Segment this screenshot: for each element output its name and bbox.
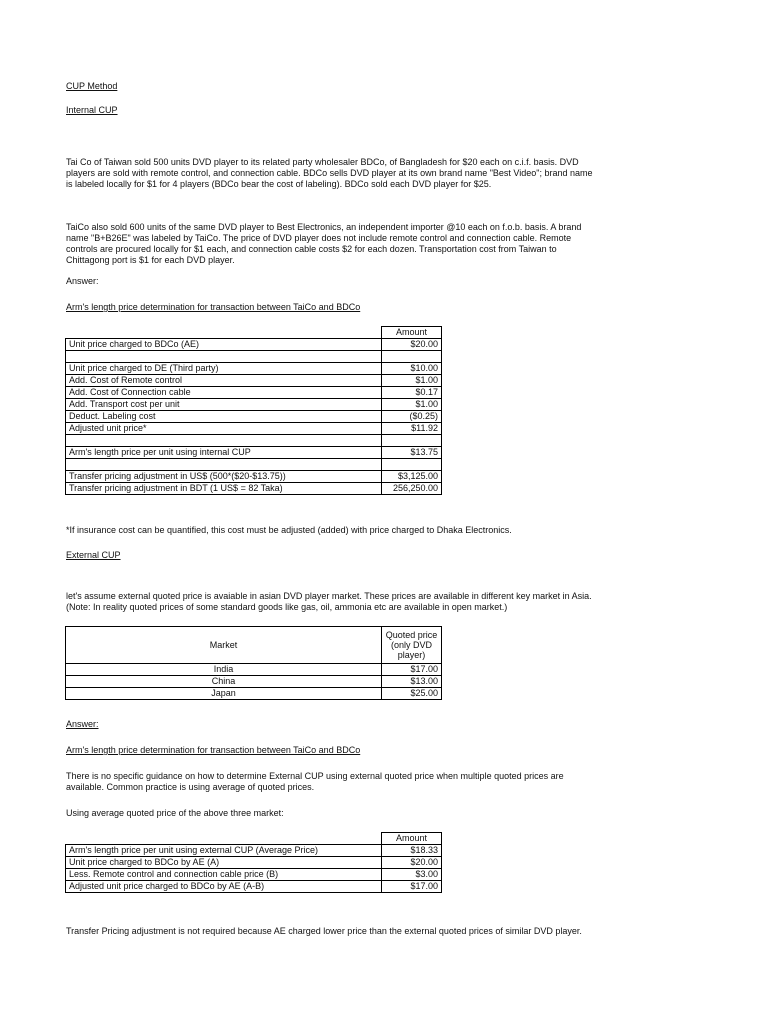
market-price-table — [65, 626, 442, 700]
table-row: Transfer pricing adjustment in BDT (1 US$ = 82 Taka) 256,250.00 — [66, 483, 442, 495]
table-row-blank — [66, 435, 442, 447]
column-header-amount: Amount — [382, 327, 442, 339]
section-title-internal: Arm's length price determination for transaction between TaiCo and BDCo — [66, 302, 361, 312]
table-row-blank — [66, 351, 442, 363]
table-row-blank — [66, 459, 442, 471]
column-header-amount: Amount — [382, 833, 442, 845]
table-row: Japan $25.00 — [66, 688, 442, 700]
table-row: Adjusted unit price* $11.92 — [66, 423, 442, 435]
table-row: Unit price charged to BDCo (AE) $20.00 — [66, 339, 442, 351]
paragraph-average-note: Using average quoted price of the above three market: — [66, 808, 284, 818]
paragraph-guidance: There is no specific guidance on how to determine External CUP using external quoted price when multiple quoted prices are available. Common practice is using average of quoted prices. — [66, 771, 564, 792]
table-row: Arm's length price per unit using internal CUP $13.75 — [66, 447, 442, 459]
conclusion: Transfer Pricing adjustment is not required because AE charged lower price than the external quoted prices of similar DVD player. — [66, 926, 582, 936]
external-cup-table — [65, 832, 442, 893]
heading-external-cup: External CUP — [66, 550, 121, 560]
table-row: Unit price charged to BDCo by AE (A) $20.00 — [66, 857, 442, 869]
table-header-row — [66, 627, 442, 664]
table-row: Deduct. Labeling cost ($0.25) — [66, 411, 442, 423]
table-row: Add. Transport cost per unit $1.00 — [66, 399, 442, 411]
section-title-external: Arm's length price determination for transaction between TaiCo and BDCo — [66, 745, 361, 755]
table-row: Add. Cost of Remote control $1.00 — [66, 375, 442, 387]
footnote: *If insurance cost can be quantified, this cost must be adjusted (added) with price charged to Dhaka Electronics. — [66, 525, 512, 535]
table-header-row — [66, 833, 442, 845]
column-header-quoted-price: Quoted price (only DVD player) — [382, 627, 442, 664]
table-row: China $13.00 — [66, 676, 442, 688]
table-row: Unit price charged to DE (Third party) $10.00 — [66, 363, 442, 375]
table-row: Add. Cost of Connection cable $0.17 — [66, 387, 442, 399]
answer-label: Answer: — [66, 276, 99, 286]
table-header-row — [66, 327, 442, 339]
table-row: Less. Remote control and connection cable price (B) $3.00 — [66, 869, 442, 881]
table-row: Arm's length price per unit using external CUP (Average Price) $18.33 — [66, 845, 442, 857]
answer-label-2: Answer: — [66, 719, 99, 729]
internal-cup-table — [65, 326, 442, 495]
column-header-market: Market — [66, 627, 382, 664]
table-row: Adjusted unit price charged to BDCo by AE (A-B) $17.00 — [66, 881, 442, 893]
heading-internal-cup: Internal CUP — [66, 105, 118, 115]
paragraph-external-assumption: let's assume external quoted price is avaiable in asian DVD player market. These prices are available in different key market in Asia. (Note: In reality quoted prices of some standard goods like gas, oil, ammonia etc are available in open market.) — [66, 591, 592, 612]
table-row: India $17.00 — [66, 664, 442, 676]
table-row: Transfer pricing adjustment in US$ (500*($20-$13.75)) $3,125.00 — [66, 471, 442, 483]
paragraph-independent-sale: TaiCo also sold 600 units of the same DVD player to Best Electronics, an independent importer @10 each on f.o.b. basis. A brand name "B+B26E" was labeled by TaiCo. The price of DVD player does not include remote control and connection cable. Remote controls are procured locally for $1 each, and connection cable costs $2 for each dozen. Transportation cost from Taiwan to Chittagong port is $1 for each DVD player. — [66, 222, 582, 265]
paragraph-intro: Tai Co of Taiwan sold 500 units DVD player to its related party wholesaler BDCo, of Bangladesh for $20 each on c.i.f. basis. DVD players are sold with remote control, and connection cable. BDCo sells DVD player at its own brand name "Best Video"; brand name is labeled locally for $1 for 4 players (BDCo bear the cost of labeling). BDCo sold each DVD player for $25. — [66, 157, 593, 189]
heading-cup-method: CUP Method — [66, 81, 118, 91]
